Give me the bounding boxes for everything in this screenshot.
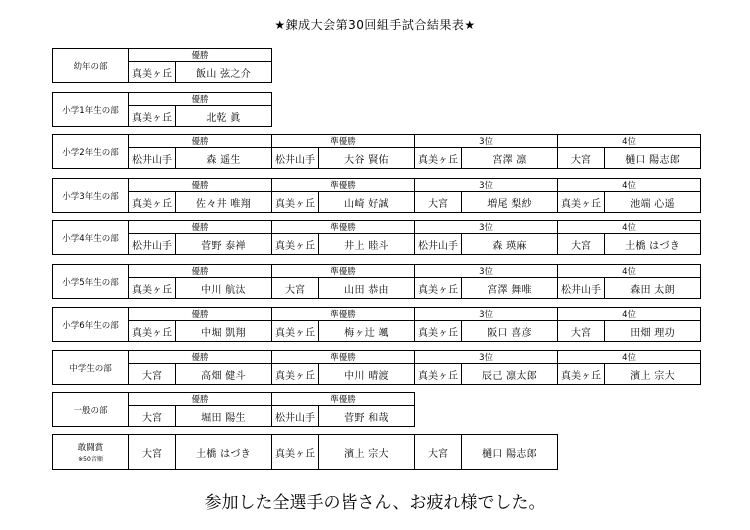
dojo-name: 真美ヶ丘 (558, 364, 605, 385)
dojo-name: 大宮 (129, 364, 176, 385)
athlete-name: 山崎 好誠 (319, 192, 415, 213)
dojo-name: 大宮 (272, 278, 319, 299)
division-label: 一般の部 (73, 405, 108, 416)
athlete-name: 高畑 健斗 (176, 364, 272, 385)
dojo-name: 真美ヶ丘 (272, 234, 319, 255)
dojo-name: 真美ヶ丘 (272, 192, 319, 213)
division-name (53, 135, 129, 169)
rank-label: 準優勝 (272, 221, 415, 234)
athlete-name: 増尾 梨紗 (462, 192, 558, 213)
division-table (52, 92, 272, 127)
rank-label: 3位 (415, 179, 558, 192)
dojo-name: 真美ヶ丘 (415, 148, 462, 169)
dojo-name: 真美ヶ丘 (129, 321, 176, 342)
dojo-name: 真美ヶ丘 (129, 192, 176, 213)
rank-label: 4位 (558, 265, 701, 278)
dojo-name: 大宮 (415, 192, 462, 213)
division-note: ※50音順 (78, 456, 103, 463)
rank-label: 4位 (558, 179, 701, 192)
athlete-name: 森 瑛麻 (462, 234, 558, 255)
dojo-name: 松井山手 (272, 148, 319, 169)
division-table (52, 307, 701, 342)
result-row (53, 192, 701, 213)
division-table (52, 264, 701, 299)
division-table (52, 134, 701, 169)
dojo-name: 大宮 (129, 435, 176, 470)
athlete-name: 樋口 陽志郎 (462, 435, 558, 470)
athlete-name: 中川 晴渡 (319, 364, 415, 385)
rank-label: 優勝 (129, 265, 272, 278)
division-label: 小学6年生の部 (62, 320, 119, 331)
dojo-name: 真美ヶ丘 (129, 62, 176, 83)
division-label: 小学5年生の部 (62, 277, 119, 288)
athlete-name: 菅野 和哉 (319, 406, 415, 427)
rank-label: 優勝 (129, 221, 272, 234)
result-row (53, 148, 701, 169)
rank-label: 優勝 (129, 308, 272, 321)
result-row (53, 278, 701, 299)
rank-label: 3位 (415, 351, 558, 364)
division-name (53, 435, 129, 470)
division-table (52, 48, 272, 83)
dojo-name: 大宮 (558, 148, 605, 169)
division-table (52, 178, 701, 213)
dojo-name: 真美ヶ丘 (415, 321, 462, 342)
division-label: 幼年の部 (73, 61, 108, 72)
result-row (53, 234, 701, 255)
rank-label: 優勝 (129, 49, 272, 62)
result-row (53, 435, 558, 470)
division-label: 小学1年生の部 (62, 105, 119, 116)
rank-label: 3位 (415, 265, 558, 278)
rank-label: 優勝 (129, 179, 272, 192)
division-name (53, 308, 129, 342)
division-name (53, 49, 129, 83)
athlete-name: 宮澤 舞唯 (462, 278, 558, 299)
rank-label: 4位 (558, 351, 701, 364)
dojo-name: 真美ヶ丘 (272, 321, 319, 342)
athlete-name: 辰己 凛太郎 (462, 364, 558, 385)
athlete-name: 井上 睦斗 (319, 234, 415, 255)
dojo-name: 松井山手 (129, 148, 176, 169)
division-label: 中学生の部 (69, 363, 112, 374)
athlete-name: 梅ヶ辻 颯 (319, 321, 415, 342)
dojo-name: 松井山手 (558, 278, 605, 299)
athlete-name: 森 遥生 (176, 148, 272, 169)
athlete-name: 土橋 はづき (176, 435, 272, 470)
division-name (53, 351, 129, 385)
dojo-name: 真美ヶ丘 (129, 278, 176, 299)
division-table (52, 392, 415, 427)
athlete-name: 濱上 宗大 (319, 435, 415, 470)
athlete-name: 池端 心遥 (605, 192, 701, 213)
result-row (53, 364, 701, 385)
rank-label: 優勝 (129, 135, 272, 148)
athlete-name: 大谷 賢佑 (319, 148, 415, 169)
division-name (53, 265, 129, 299)
dojo-name: 真美ヶ丘 (415, 364, 462, 385)
division-label: 小学2年生の部 (62, 147, 119, 158)
athlete-name: 菅野 泰禅 (176, 234, 272, 255)
rank-label: 3位 (415, 308, 558, 321)
result-row (53, 321, 701, 342)
division-table (52, 350, 701, 385)
dojo-name: 真美ヶ丘 (558, 192, 605, 213)
dojo-name: 松井山手 (129, 234, 176, 255)
division-label: 小学4年生の部 (62, 233, 119, 244)
athlete-name: 北乾 眞 (176, 106, 272, 127)
rank-label: 準優勝 (272, 135, 415, 148)
rank-label: 優勝 (129, 393, 272, 406)
rank-label: 優勝 (129, 93, 272, 106)
rank-label: 4位 (558, 221, 701, 234)
athlete-name: 中堀 凱翔 (176, 321, 272, 342)
rank-label: 3位 (415, 221, 558, 234)
division-name (53, 93, 129, 127)
athlete-name: 樋口 陽志郎 (605, 148, 701, 169)
dojo-name: 大宮 (129, 406, 176, 427)
closing-message: 参加した全選手の皆さん、お疲れ様でした。 (204, 493, 546, 513)
athlete-name: 田畑 理功 (605, 321, 701, 342)
rank-label: 準優勝 (272, 351, 415, 364)
division-table (52, 434, 558, 470)
rank-label: 準優勝 (272, 308, 415, 321)
dojo-name: 大宮 (415, 435, 462, 470)
athlete-name: 阪口 喜彦 (462, 321, 558, 342)
rank-label: 優勝 (129, 351, 272, 364)
athlete-name: 森田 太朗 (605, 278, 701, 299)
rank-label: 4位 (558, 135, 701, 148)
dojo-name: 大宮 (558, 321, 605, 342)
rank-label: 準優勝 (272, 265, 415, 278)
athlete-name: 中川 航汰 (176, 278, 272, 299)
dojo-name: 真美ヶ丘 (415, 278, 462, 299)
division-label: 小学3年生の部 (62, 191, 119, 202)
dojo-name: 松井山手 (415, 234, 462, 255)
athlete-name: 山田 恭由 (319, 278, 415, 299)
rank-label: 準優勝 (272, 179, 415, 192)
division-label: 敢闘賞 (77, 443, 104, 453)
dojo-name: 真美ヶ丘 (272, 364, 319, 385)
division-name (53, 179, 129, 213)
division-name (53, 221, 129, 255)
athlete-name: 佐々井 唯翔 (176, 192, 272, 213)
athlete-name: 飯山 弦之介 (176, 62, 272, 83)
athlete-name: 宮澤 凛 (462, 148, 558, 169)
dojo-name: 真美ヶ丘 (129, 106, 176, 127)
athlete-name: 堀田 陽生 (176, 406, 272, 427)
rank-label: 準優勝 (272, 393, 415, 406)
page-title: ★錬成大会第30回組手試合結果表★ (274, 18, 476, 32)
division-table (52, 220, 701, 255)
rank-label: 3位 (415, 135, 558, 148)
dojo-name: 真美ヶ丘 (272, 435, 319, 470)
rank-label: 4位 (558, 308, 701, 321)
athlete-name: 土橋 はづき (605, 234, 701, 255)
dojo-name: 大宮 (558, 234, 605, 255)
division-name (53, 393, 129, 427)
dojo-name: 松井山手 (272, 406, 319, 427)
athlete-name: 濱上 宗大 (605, 364, 701, 385)
